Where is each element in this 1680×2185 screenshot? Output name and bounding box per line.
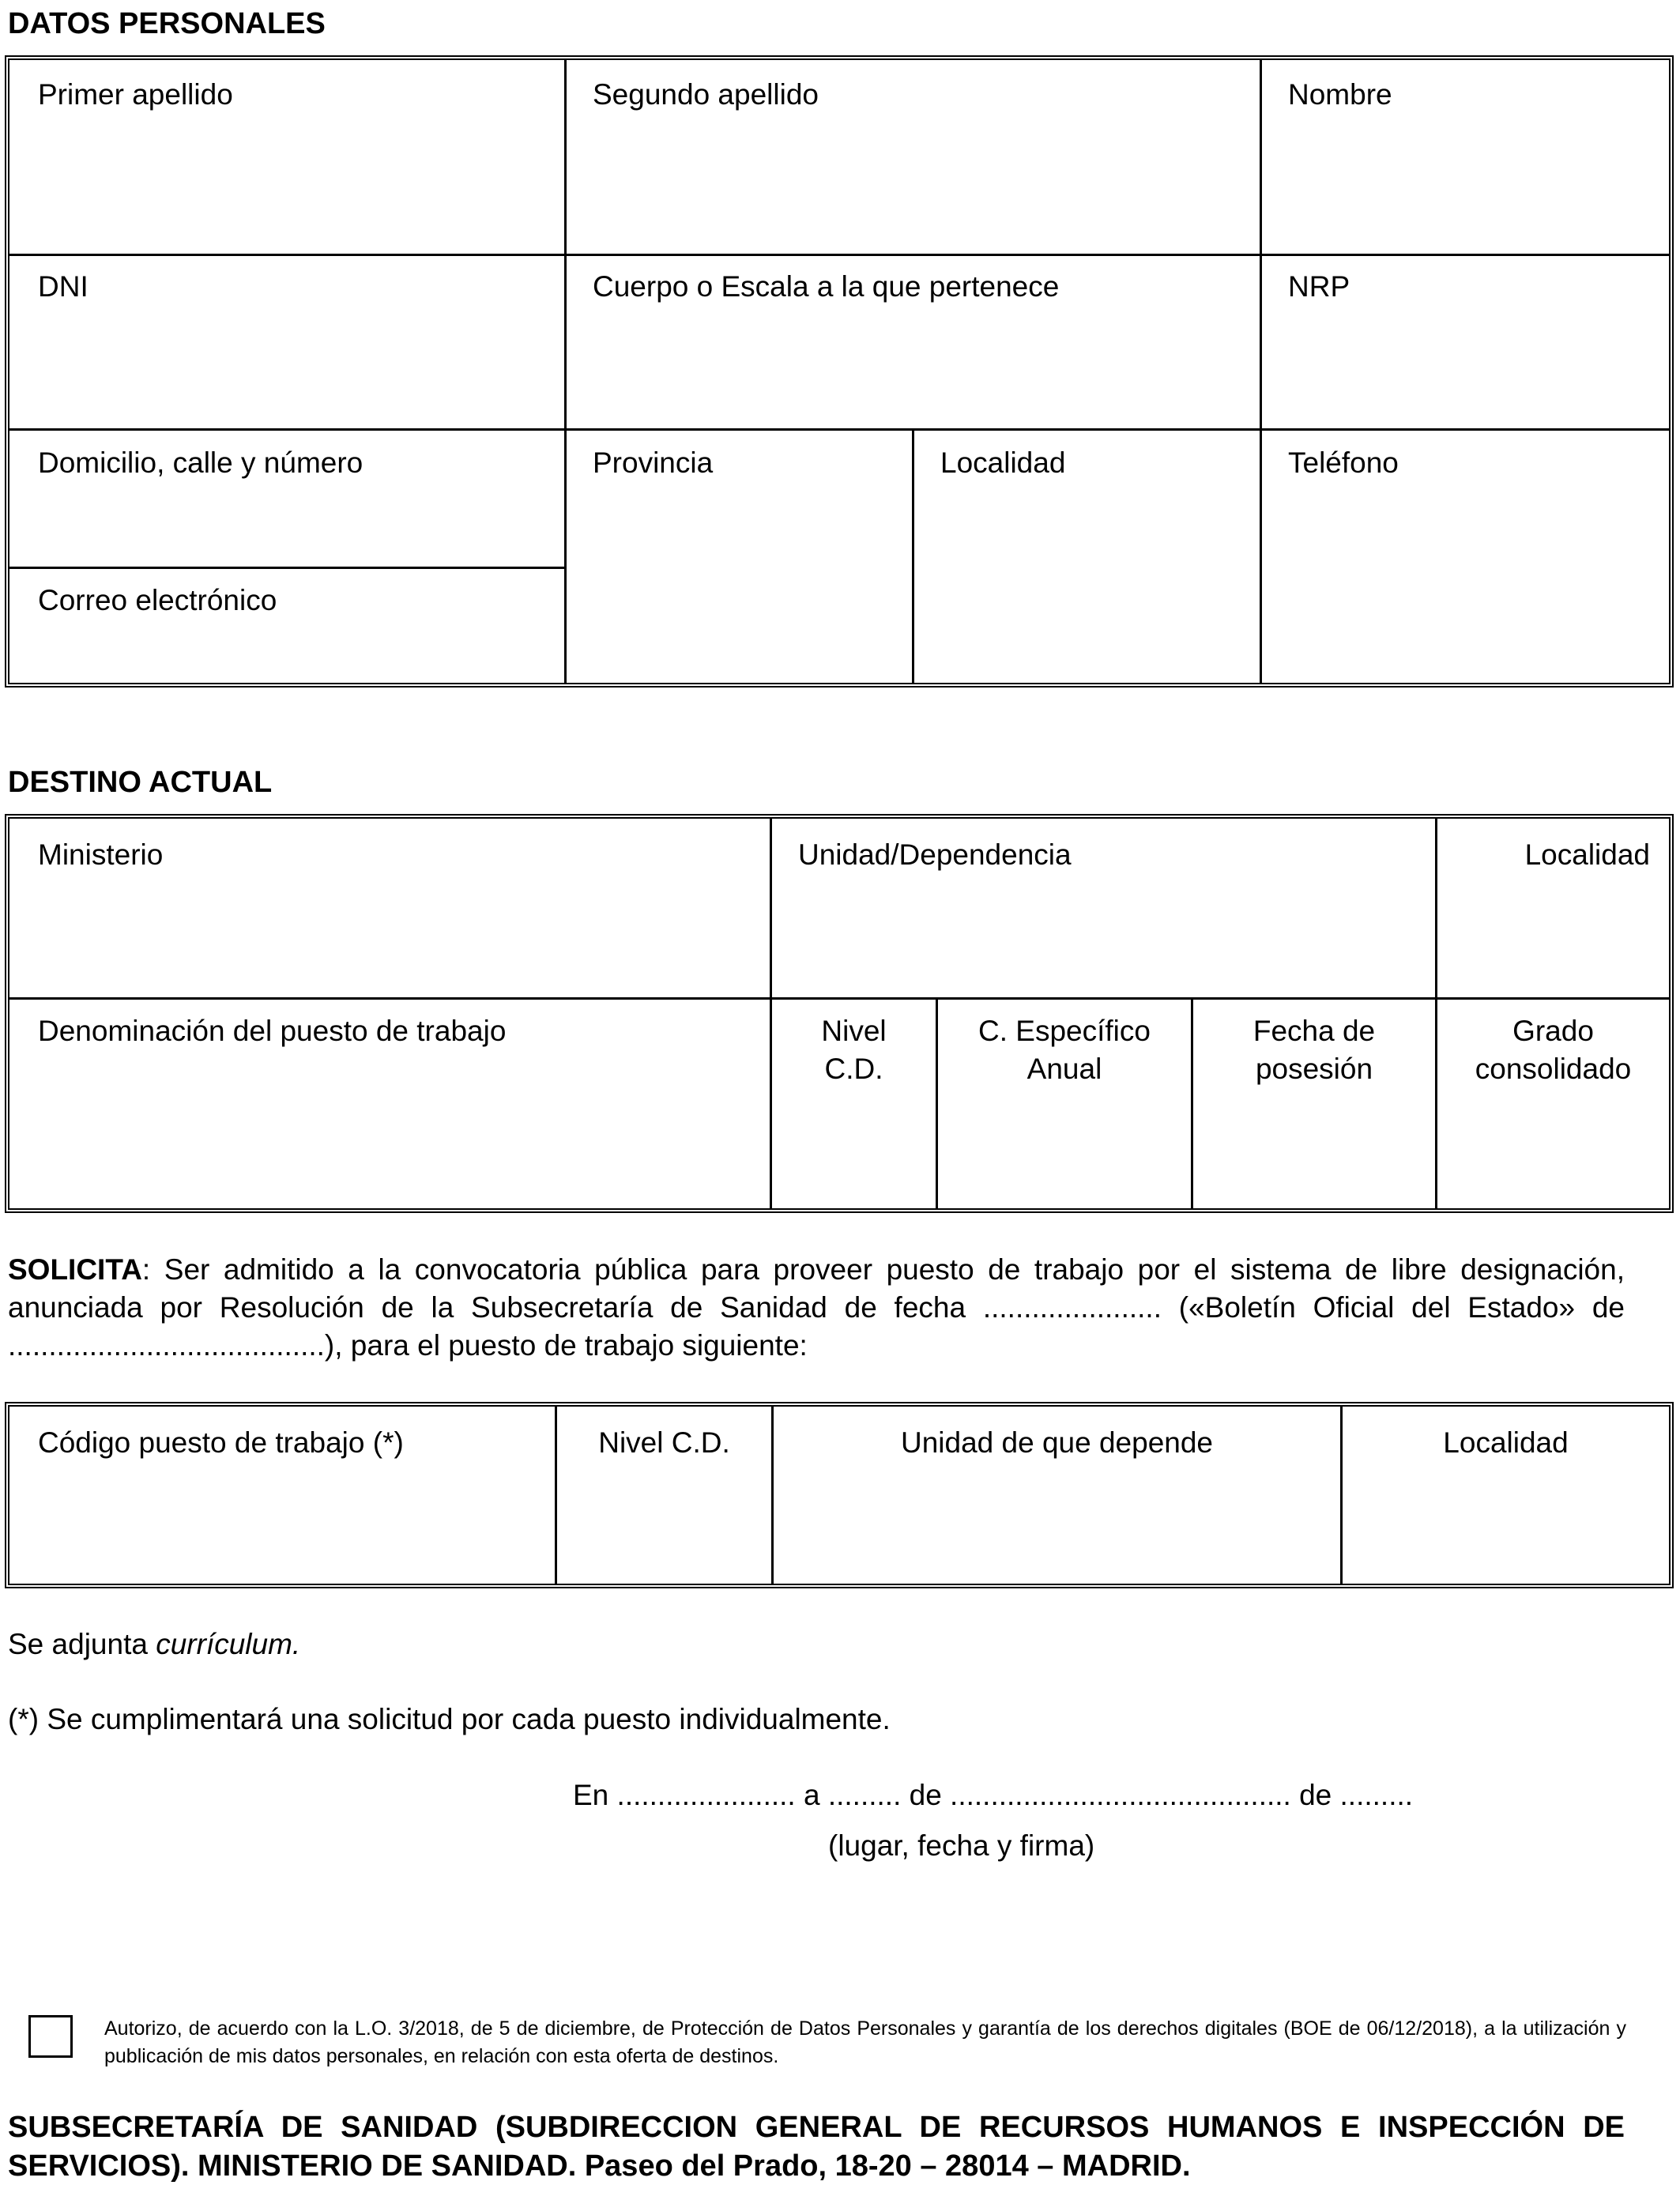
denominacion-puesto-field[interactable]: Denominación del puesto de trabajo [38, 1015, 507, 1047]
fecha-label-line1: Fecha de [1252, 1015, 1376, 1047]
fecha-label-line2: posesión [1255, 1053, 1373, 1086]
nivel-cd-puesto-field[interactable]: Nivel C.D. [598, 1426, 730, 1459]
nivel-cd-label-line1: Nivel [821, 1015, 887, 1047]
ministerio-field[interactable]: Ministerio [38, 838, 164, 871]
consent-checkbox[interactable] [28, 2015, 73, 2058]
section-heading-datos-personales: DATOS PERSONALES [8, 7, 326, 40]
section-heading-destino-actual: DESTINO ACTUAL [8, 766, 273, 799]
codigo-puesto-field[interactable]: Código puesto de trabajo (*) [38, 1426, 404, 1459]
fecha-posesion-field[interactable] [1193, 1012, 1435, 1088]
nrp-field[interactable]: NRP [1288, 270, 1350, 303]
puesto-solicitado-table [5, 1402, 1674, 1588]
solicita-label: SOLICITA [8, 1253, 142, 1286]
footer-address: SUBSECRETARÍA DE SANIDAD (SUBDIRECCION GENERAL DE RECURSOS HUMANOS E INSPECCIÓN DE SERVICIOS). MINISTERIO DE SANIDAD. Paseo del Prado, 18-20 – 28014 – MADRID. [8, 2111, 1625, 2183]
provincia-field[interactable]: Provincia [593, 446, 714, 479]
destino-actual-table [5, 814, 1674, 1213]
curriculum-note-prefix: Se adjunta [8, 1628, 156, 1660]
telefono-field[interactable]: Teléfono [1288, 446, 1399, 479]
cuerpo-escala-field[interactable]: Cuerpo o Escala a la que pertenece [593, 270, 1060, 303]
segundo-apellido-field[interactable]: Segundo apellido [593, 78, 819, 111]
localidad-actual-field[interactable]: Localidad [1524, 838, 1650, 871]
especifico-label-line2: Anual [1026, 1053, 1102, 1086]
localidad-puesto-field[interactable]: Localidad [1443, 1426, 1569, 1459]
correo-electronico-field[interactable]: Correo electrónico [38, 584, 277, 616]
grado-label-line2: consolidado [1475, 1053, 1632, 1086]
curriculum-note [8, 1626, 300, 1663]
complemento-especifico-field[interactable] [938, 1012, 1191, 1088]
domicilio-field[interactable]: Domicilio, calle y número [38, 446, 363, 479]
primer-apellido-field[interactable]: Primer apellido [38, 78, 233, 111]
unidad-depende-field[interactable]: Unidad de que depende [900, 1426, 1214, 1459]
datos-personales-table [5, 55, 1674, 688]
asterisk-note: (*) Se cumplimentará una solicitud por cada puesto individualmente. [8, 1703, 891, 1735]
curriculum-note-italic: currículum. [156, 1628, 301, 1660]
nivel-cd-field[interactable] [772, 1012, 936, 1088]
grado-label-line1: Grado [1512, 1015, 1594, 1047]
signature-line[interactable]: En ...................... a ......... de .......................................... de ......... [573, 1779, 1414, 1811]
nombre-field[interactable]: Nombre [1288, 78, 1392, 111]
especifico-label-line1: C. Específico [978, 1015, 1151, 1047]
nivel-cd-label-line2: C.D. [824, 1053, 883, 1086]
localidad-field[interactable]: Localidad [940, 446, 1066, 479]
consent-text: Autorizo, de acuerdo con la L.O. 3/2018, de 5 de diciembre, de Protección de Datos Personales y garantía de los derechos digitales (BOE de 06/12/2018), a la utilización y publicación de mis datos personales, en relación con esta oferta de destinos. [104, 2017, 1626, 2067]
solicita-text: : Ser admitido a la convocatoria pública para proveer puesto de trabajo por el sistema de libre designación, anunciada por Resolución de la Subsecretaría de Sanidad de fecha ...................... («Boletín Oficial del Estado» de .......................................), para el puesto de trabajo siguiente: [8, 1253, 1625, 1362]
unidad-dependencia-field[interactable]: Unidad/Dependencia [798, 838, 1072, 871]
solicita-paragraph [8, 1251, 1625, 1365]
dni-field[interactable]: DNI [38, 270, 89, 303]
signature-caption: (lugar, fecha y firma) [828, 1829, 1095, 1862]
grado-consolidado-field[interactable] [1437, 1012, 1669, 1088]
